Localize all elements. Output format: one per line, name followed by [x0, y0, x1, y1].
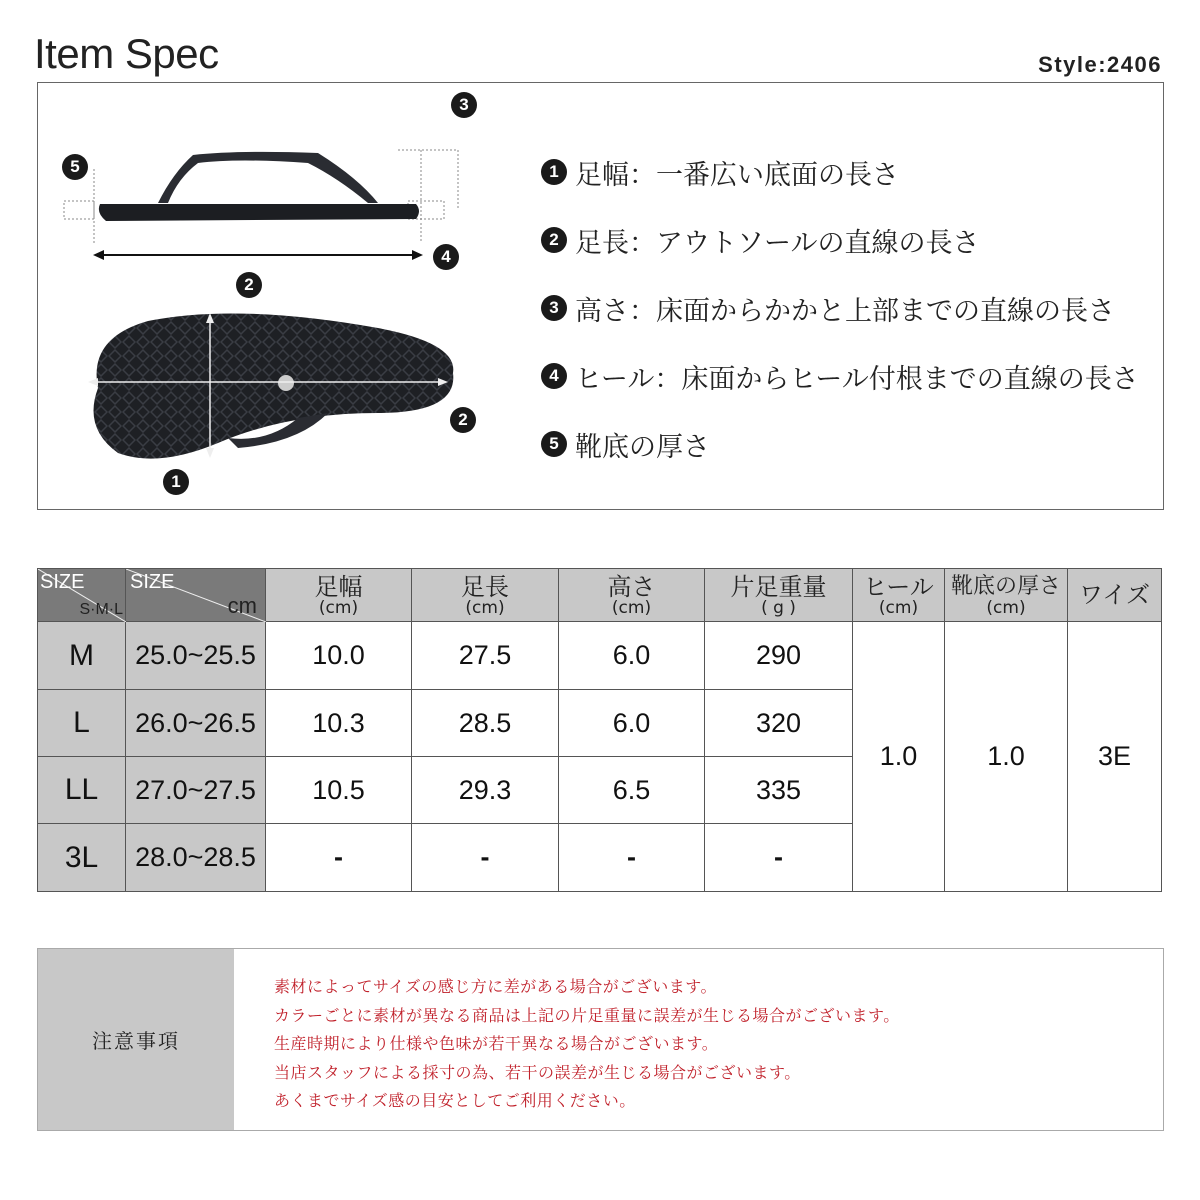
value-length: 29.3: [412, 757, 559, 824]
size-name: 3L: [38, 824, 126, 892]
legend-text: 高さ：床面からかかと上部までの直線の長さ: [575, 295, 1115, 327]
value-wise: 3E: [1068, 622, 1162, 892]
header-label: ヒール: [863, 572, 934, 601]
value-width: -: [266, 824, 412, 892]
header-unit: ( g ): [761, 597, 796, 618]
header-label: 足長: [461, 572, 509, 601]
value-height: -: [559, 824, 705, 892]
size-range: 27.0~27.5: [126, 757, 266, 824]
legend-item: [541, 138, 1139, 206]
note-line: 素材によってサイズの感じ方に差がある場合がございます。: [274, 977, 717, 996]
size-range: 26.0~26.5: [126, 690, 266, 757]
marker-3: 3: [451, 92, 477, 118]
notes-panel: [37, 948, 1164, 1131]
legend-item: [541, 206, 1139, 274]
note-line: 生産時期により仕様や色味が若干異なる場合がございます。: [274, 1034, 719, 1053]
value-height: 6.0: [559, 622, 705, 690]
value-weight: 290: [705, 622, 853, 690]
value-sole: 1.0: [945, 622, 1068, 892]
note-line: カラーごとに素材が異なる商品は上記の片足重量に誤差が生じる場合がございます。: [274, 1005, 900, 1025]
value-length: 27.5: [412, 622, 559, 690]
marker-2-top: 2: [236, 272, 262, 298]
legend-number: 4: [541, 363, 567, 389]
header-unit: (cm): [986, 597, 1026, 618]
style-code: Style:2406: [1038, 52, 1162, 77]
header-unit: (cm): [878, 597, 919, 618]
corner-size-sml: [38, 569, 126, 622]
header-label: 靴底の厚さ: [950, 573, 1061, 599]
legend-text: 足長：アウトソールの直線の長さ: [575, 227, 980, 259]
header-heel: [853, 569, 945, 622]
header-length: [412, 569, 559, 622]
table-row: [38, 622, 1162, 690]
header-unit: (cm): [465, 597, 505, 618]
corner-cm-label: SIZE: [130, 571, 175, 593]
header-label: 足幅: [314, 572, 363, 601]
header-unit: (cm): [611, 597, 652, 618]
page-title: Item Spec: [34, 30, 219, 77]
header-unit: (cm): [318, 597, 359, 618]
value-weight: -: [705, 824, 853, 892]
sandal-sole-illustration: [38, 293, 498, 493]
marker-5: 5: [62, 154, 88, 180]
value-heel: 1.0: [853, 622, 945, 892]
header-label: ワイズ: [1078, 581, 1151, 609]
value-height: 6.5: [559, 757, 705, 824]
value-length: 28.5: [412, 690, 559, 757]
value-height: 6.0: [559, 690, 705, 757]
size-range: 28.0~28.5: [126, 824, 266, 892]
corner-size-cm: [126, 569, 266, 622]
header-wise: [1068, 569, 1162, 622]
marker-4: 4: [433, 244, 459, 270]
note-line: あくまでサイズ感の目安としてご利用ください。: [274, 1091, 636, 1110]
notes-body: [234, 949, 900, 1130]
legend-number: 2: [541, 227, 567, 253]
size-range: 25.0~25.5: [126, 622, 266, 690]
legend-number: 1: [541, 159, 567, 185]
notes-label: 注意事項: [38, 949, 234, 1130]
value-weight: 335: [705, 757, 853, 824]
value-width: 10.5: [266, 757, 412, 824]
corner-size-label: SIZE: [40, 571, 85, 593]
legend-number: 3: [541, 295, 567, 321]
legend-text: 靴底の厚さ: [575, 431, 710, 463]
marker-2-bottom: 2: [450, 407, 476, 433]
size-spec-table: [37, 568, 1162, 892]
size-name: LL: [38, 757, 126, 824]
size-name: L: [38, 690, 126, 757]
legend-number: 5: [541, 431, 567, 457]
legend-text: ヒール：床面からヒール付根までの直線の長さ: [575, 363, 1139, 395]
value-width: 10.3: [266, 690, 412, 757]
size-name: M: [38, 622, 126, 690]
sandal-side-illustration: [38, 83, 498, 303]
header-height: [559, 569, 705, 622]
measurement-legend: [541, 138, 1139, 478]
legend-item: [541, 410, 1139, 478]
header-label: 高さ: [607, 572, 656, 601]
note-line: 当店スタッフによる採寸の為、若干の誤差が生じる場合がございます。: [274, 1062, 801, 1082]
diagram-panel: [37, 82, 1164, 510]
legend-text: 足幅：一番広い底面の長さ: [575, 159, 899, 191]
header-width: [266, 569, 412, 622]
legend-item: [541, 342, 1139, 410]
value-weight: 320: [705, 690, 853, 757]
header-weight: [705, 569, 853, 622]
value-width: 10.0: [266, 622, 412, 690]
value-length: -: [412, 824, 559, 892]
marker-1: 1: [163, 469, 189, 495]
legend-item: [541, 274, 1139, 342]
corner-cm-sub: cm: [227, 593, 257, 618]
header-label: 片足重量: [730, 572, 827, 601]
corner-size-sub: S·M·L: [79, 601, 123, 618]
header-sole: [945, 569, 1068, 622]
